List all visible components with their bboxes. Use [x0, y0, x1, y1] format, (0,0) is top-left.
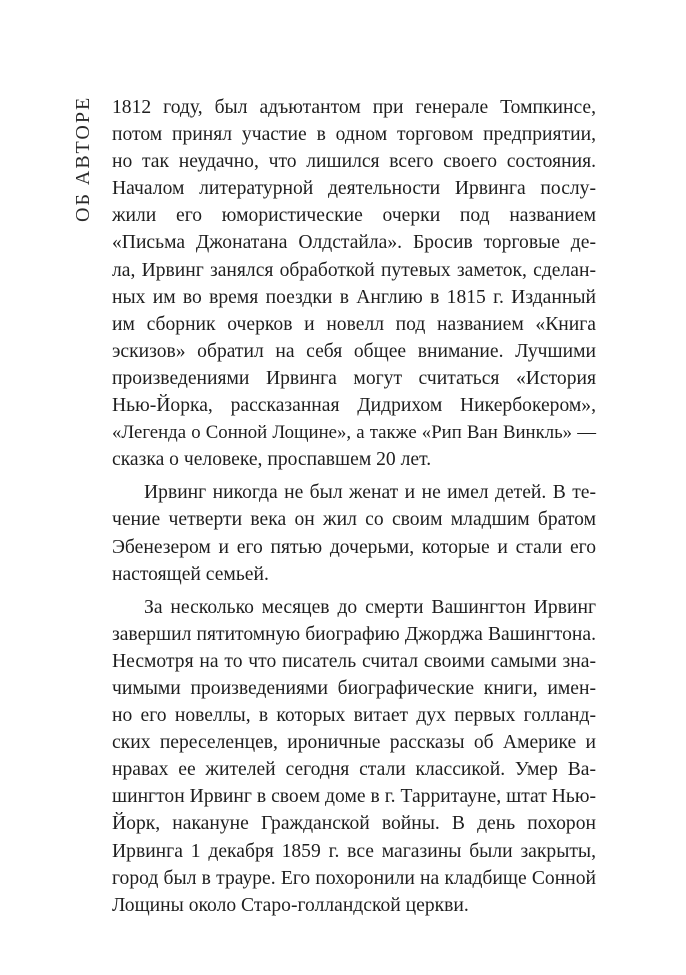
text-line: 1812 году, был адъютантом при генерале Томпкинсе,: [112, 97, 596, 118]
text-line: шингтон Ирвинг в своем доме в г. Тарритауне, штат Нью-: [112, 786, 596, 808]
text-line: ских переселенцев, ироничные рассказы об Америке и: [112, 732, 596, 754]
text-line: ла, Ирвинг занялся обработкой путевых заметок, сделан-: [112, 259, 596, 281]
text-line: За несколько месяцев до смерти Вашингтон Ирвинг: [144, 596, 596, 618]
text-line: Ирвинг никогда не был женат и не имел детей. В те-: [144, 482, 596, 504]
text-line: им сборник очерков и новелл под названием «Книга: [112, 313, 596, 335]
paragraph-3: [112, 594, 596, 919]
text-line: ных им во время поездки в Англию в 1815 г. Изданный: [112, 286, 596, 308]
body-text: [112, 94, 596, 919]
running-head: ОБ АВТОРЕ: [72, 96, 94, 223]
text-line: настоящей семьей.: [112, 563, 269, 585]
text-line: Ирвинга 1 декабря 1859 г. все магазины были закрыты,: [112, 840, 596, 862]
text-line: Несмотря на то что писатель считал своими самыми зна-: [112, 650, 596, 672]
text-line: Йорк, накануне Гражданской войны. В день похорон: [112, 813, 596, 835]
text-line: чимыми произведениями биографические книги, имен-: [112, 677, 596, 699]
text-line: «Письма Джонатана Олдстайла». Бросив торговые де-: [112, 232, 596, 254]
text-line: нравах ее жителей сегодня стали классикой. Умер Ва-: [112, 759, 596, 781]
text-line: чение четверти века он жил со своим младшим братом: [112, 509, 596, 531]
text-line: город был в трауре. Его похоронили на кладбище Сонной: [112, 867, 596, 889]
text-line: но так неудачно, что лишился всего своего состояния.: [112, 151, 596, 173]
text-line: Лощины около Старо-голландской церкви.: [112, 894, 469, 916]
text-line: «Легенда о Сонной Лощине», а также «Рип Ван Винкль» —: [112, 422, 596, 444]
text-line: Нью-Йорка, рассказанная Дидрихом Никербокером»,: [112, 395, 596, 417]
paragraph-2: [112, 479, 596, 587]
text-line: жили его юмористические очерки под названием: [112, 205, 596, 227]
text-line: произведениями Ирвинга могут считаться «История: [112, 367, 596, 389]
text-line: Эбенезером и его пятью дочерьми, которые и стали его: [112, 536, 596, 558]
text-line: потом принял участие в одном торговом предприятии,: [112, 124, 596, 146]
text-line: сказка о человеке, проспавшем 20 лет.: [112, 449, 432, 471]
text-line: эскизов» обратил на себя общее внимание. Лучшими: [112, 340, 596, 362]
text-line: но его новеллы, в которых витает дух первых голланд-: [112, 705, 596, 727]
text-line: Началом литературной деятельности Ирвинга послу-: [112, 178, 596, 200]
paragraph-1: [112, 94, 596, 473]
text-line: завершил пятитомную биографию Джорджа Вашингтона.: [112, 623, 596, 645]
